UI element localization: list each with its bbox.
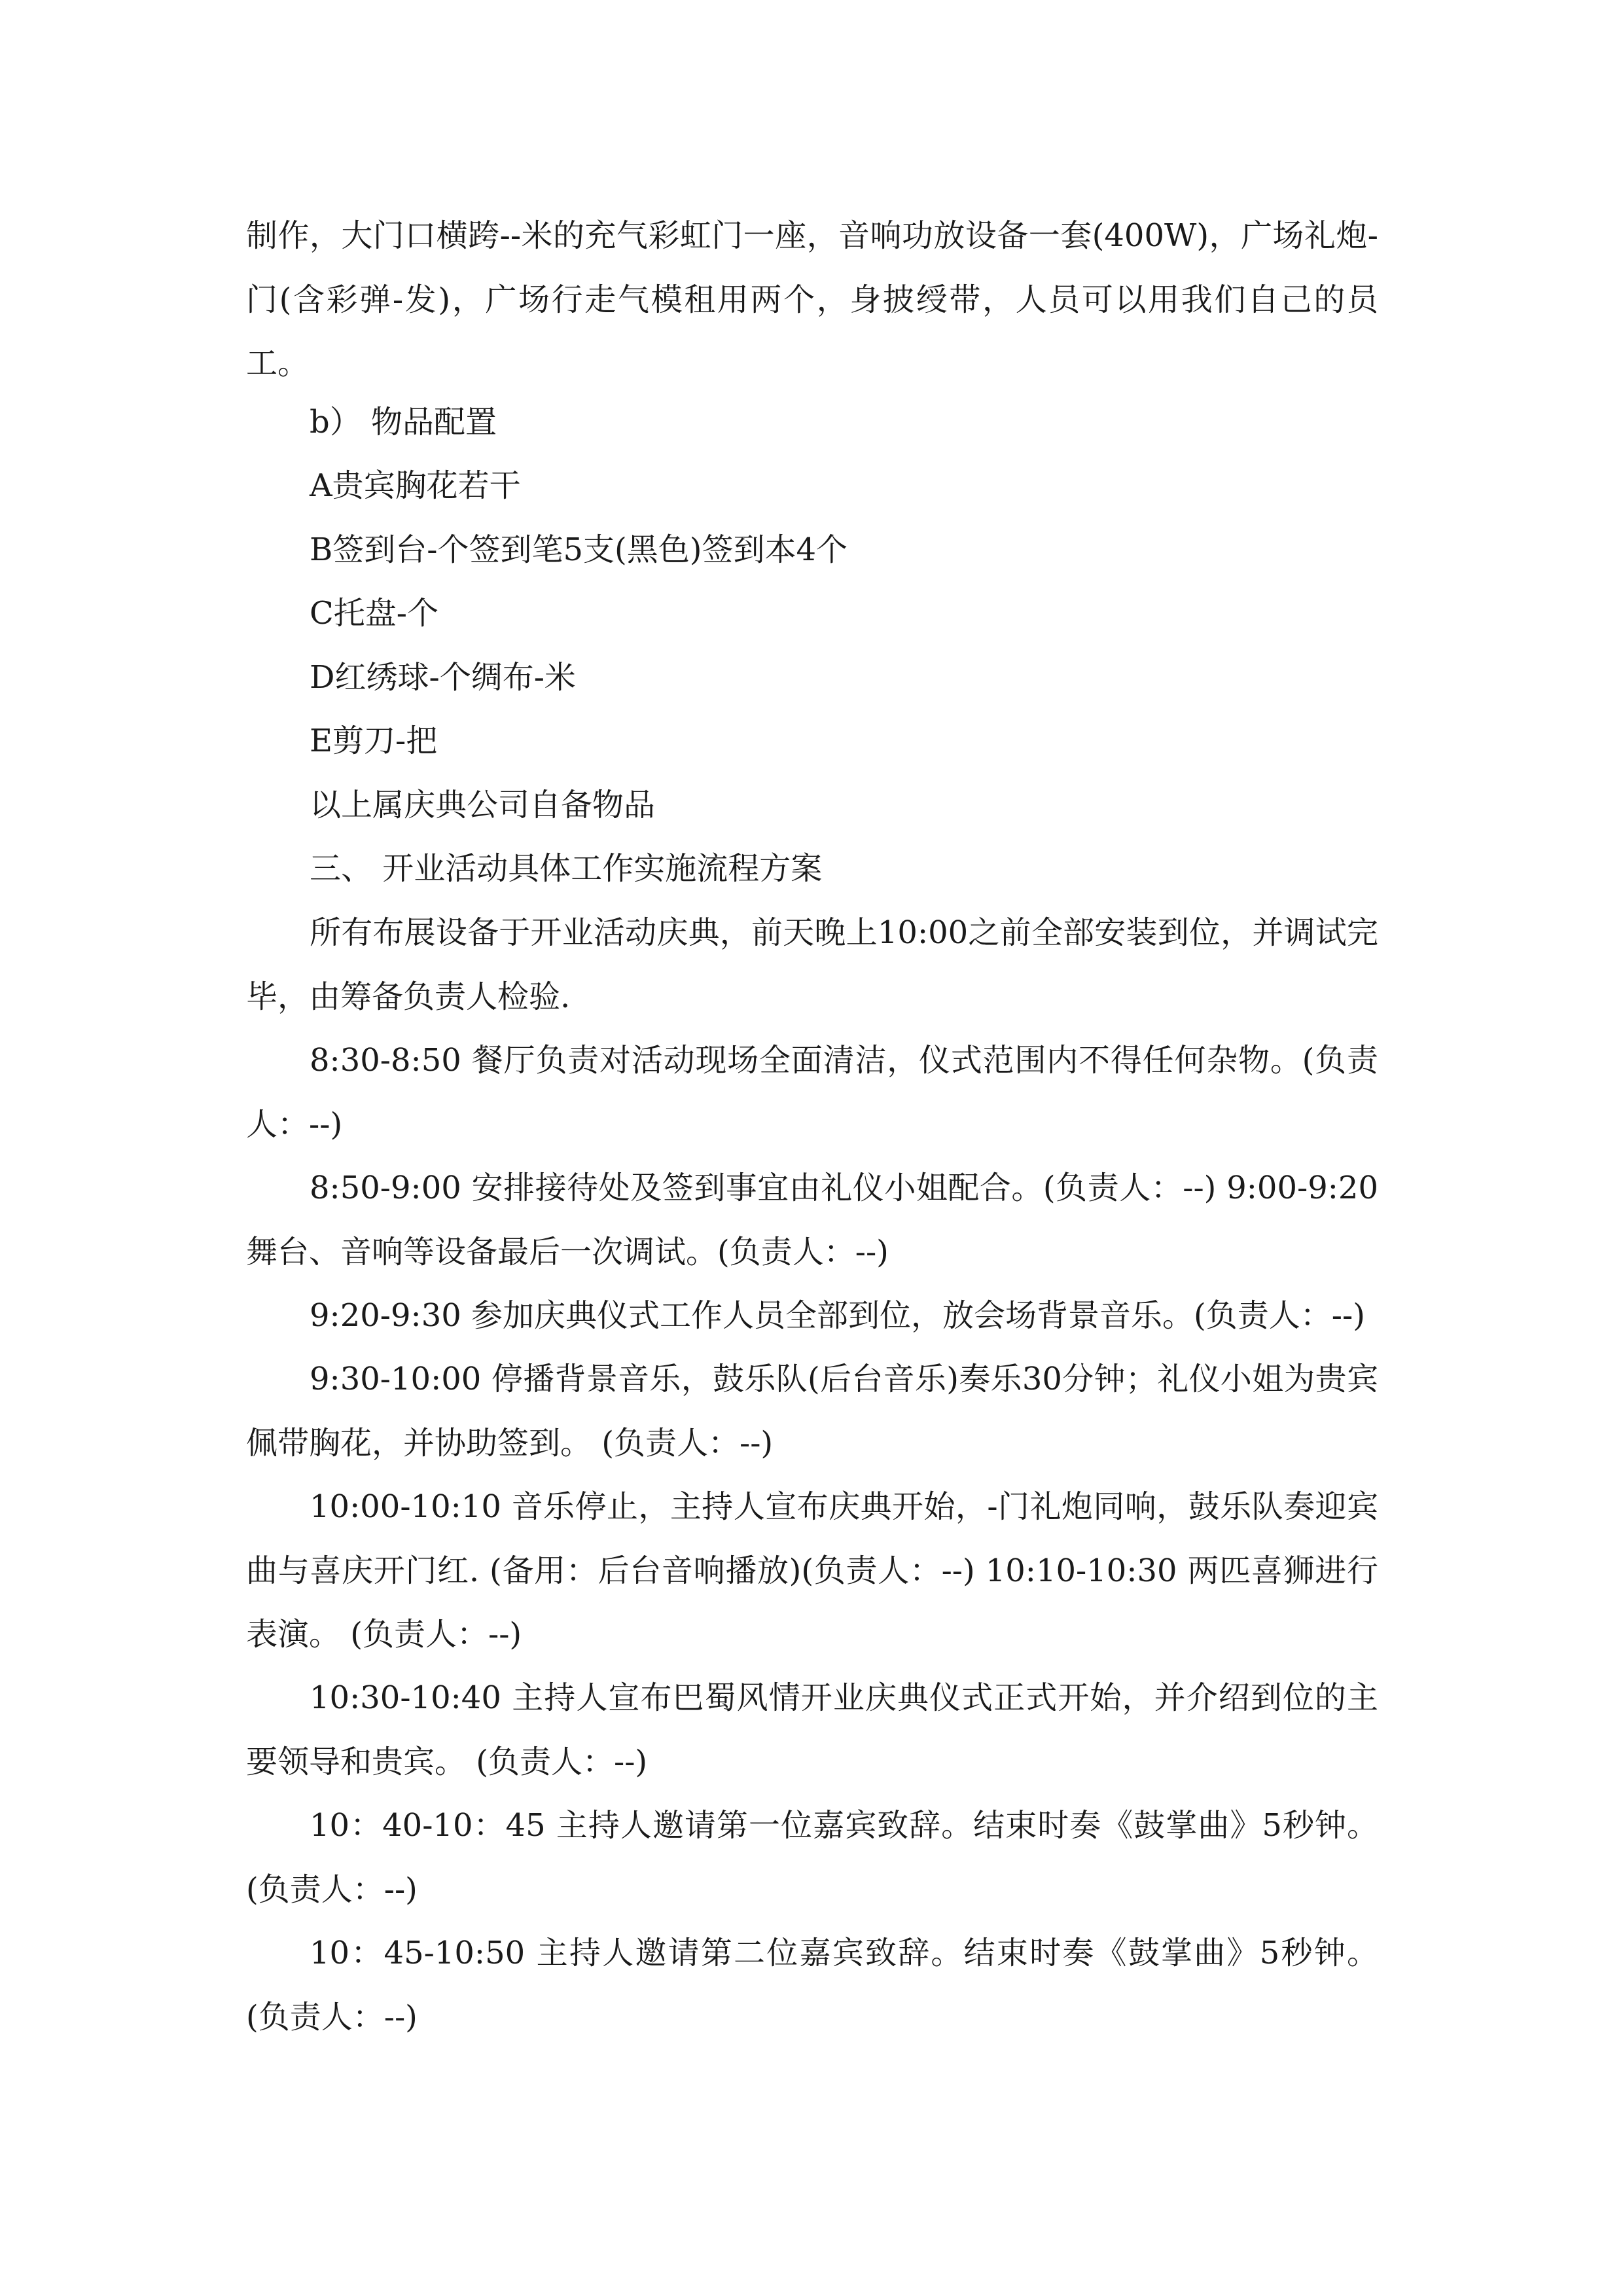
schedule-item-0920: 9:20-9:30 参加庆典仪式工作人员全部到位，放会场背景音乐。(负责人：--) <box>310 1297 1365 1334</box>
paragraph-setup: 所有布展设备于开业活动庆典，前天晚上10:00之前全部安装到位，并调试完毕，由筹备负责人检验. <box>246 914 1378 1015</box>
schedule-item-1040: 10：40-10：45 主持人邀请第一位嘉宾致辞。结束时奏《鼓掌曲》5秒钟。(负责人：--) <box>246 1807 1378 1908</box>
paragraph-self-provided: 以上属庆典公司自备物品 <box>310 787 656 823</box>
schedule-item-1000: 10:00-10:10 音乐停止，主持人宣布庆典开始，-门礼炮同响，鼓乐队奏迎宾曲与喜庆开门红. (备用：后台音响播放)(负责人：--) 10:10-10:30 两匹喜狮进行表演。 (负责人：--) <box>246 1488 1378 1653</box>
list-item-a: A贵宾胸花若干 <box>310 467 521 504</box>
list-item-d: D红绣球-个绸布-米 <box>310 659 576 696</box>
list-item-c: C托盘-个 <box>310 595 438 632</box>
schedule-item-1045: 10：45-10:50 主持人邀请第二位嘉宾致辞。结束时奏《鼓掌曲》5秒钟。(负责人：--) <box>246 1935 1378 2036</box>
schedule-item-0930: 9:30-10:00 停播背景音乐，鼓乐队(后台音乐)奏乐30分钟；礼仪小姐为贵宾佩带胸花，并协助签到。 (负责人：--) <box>246 1361 1378 1462</box>
list-item-e: E剪刀-把 <box>310 723 438 759</box>
list-item-b: B签到台-个签到笔5支(黑色)签到本4个 <box>310 531 848 568</box>
paragraph-equipment-continued: 制作，大门口横跨--米的充气彩虹门一座，音响功放设备一套(400W)，广场礼炮-门(含彩弹-发)，广场行走气模租用两个，身披绶带，人员可以用我们自己的员工。 <box>246 217 1378 382</box>
schedule-item-0830: 8:30-8:50 餐厅负责对活动现场全面清洁，仪式范围内不得任何杂物。(负责人：--) <box>246 1042 1378 1143</box>
heading-item-config: b） 物品配置 <box>310 404 497 440</box>
section-heading-three: 三、 开业活动具体工作实施流程方案 <box>310 850 823 887</box>
schedule-item-1030: 10:30-10:40 主持人宣布巴蜀风情开业庆典仪式正式开始，并介绍到位的主要领导和贵宾。 (负责人：--) <box>246 1679 1378 1780</box>
schedule-item-0850: 8:50-9:00 安排接待处及签到事宜由礼仪小姐配合。(负责人：--) 9:00-9:20 舞台、音响等设备最后一次调试。(负责人：--) <box>246 1170 1378 1270</box>
